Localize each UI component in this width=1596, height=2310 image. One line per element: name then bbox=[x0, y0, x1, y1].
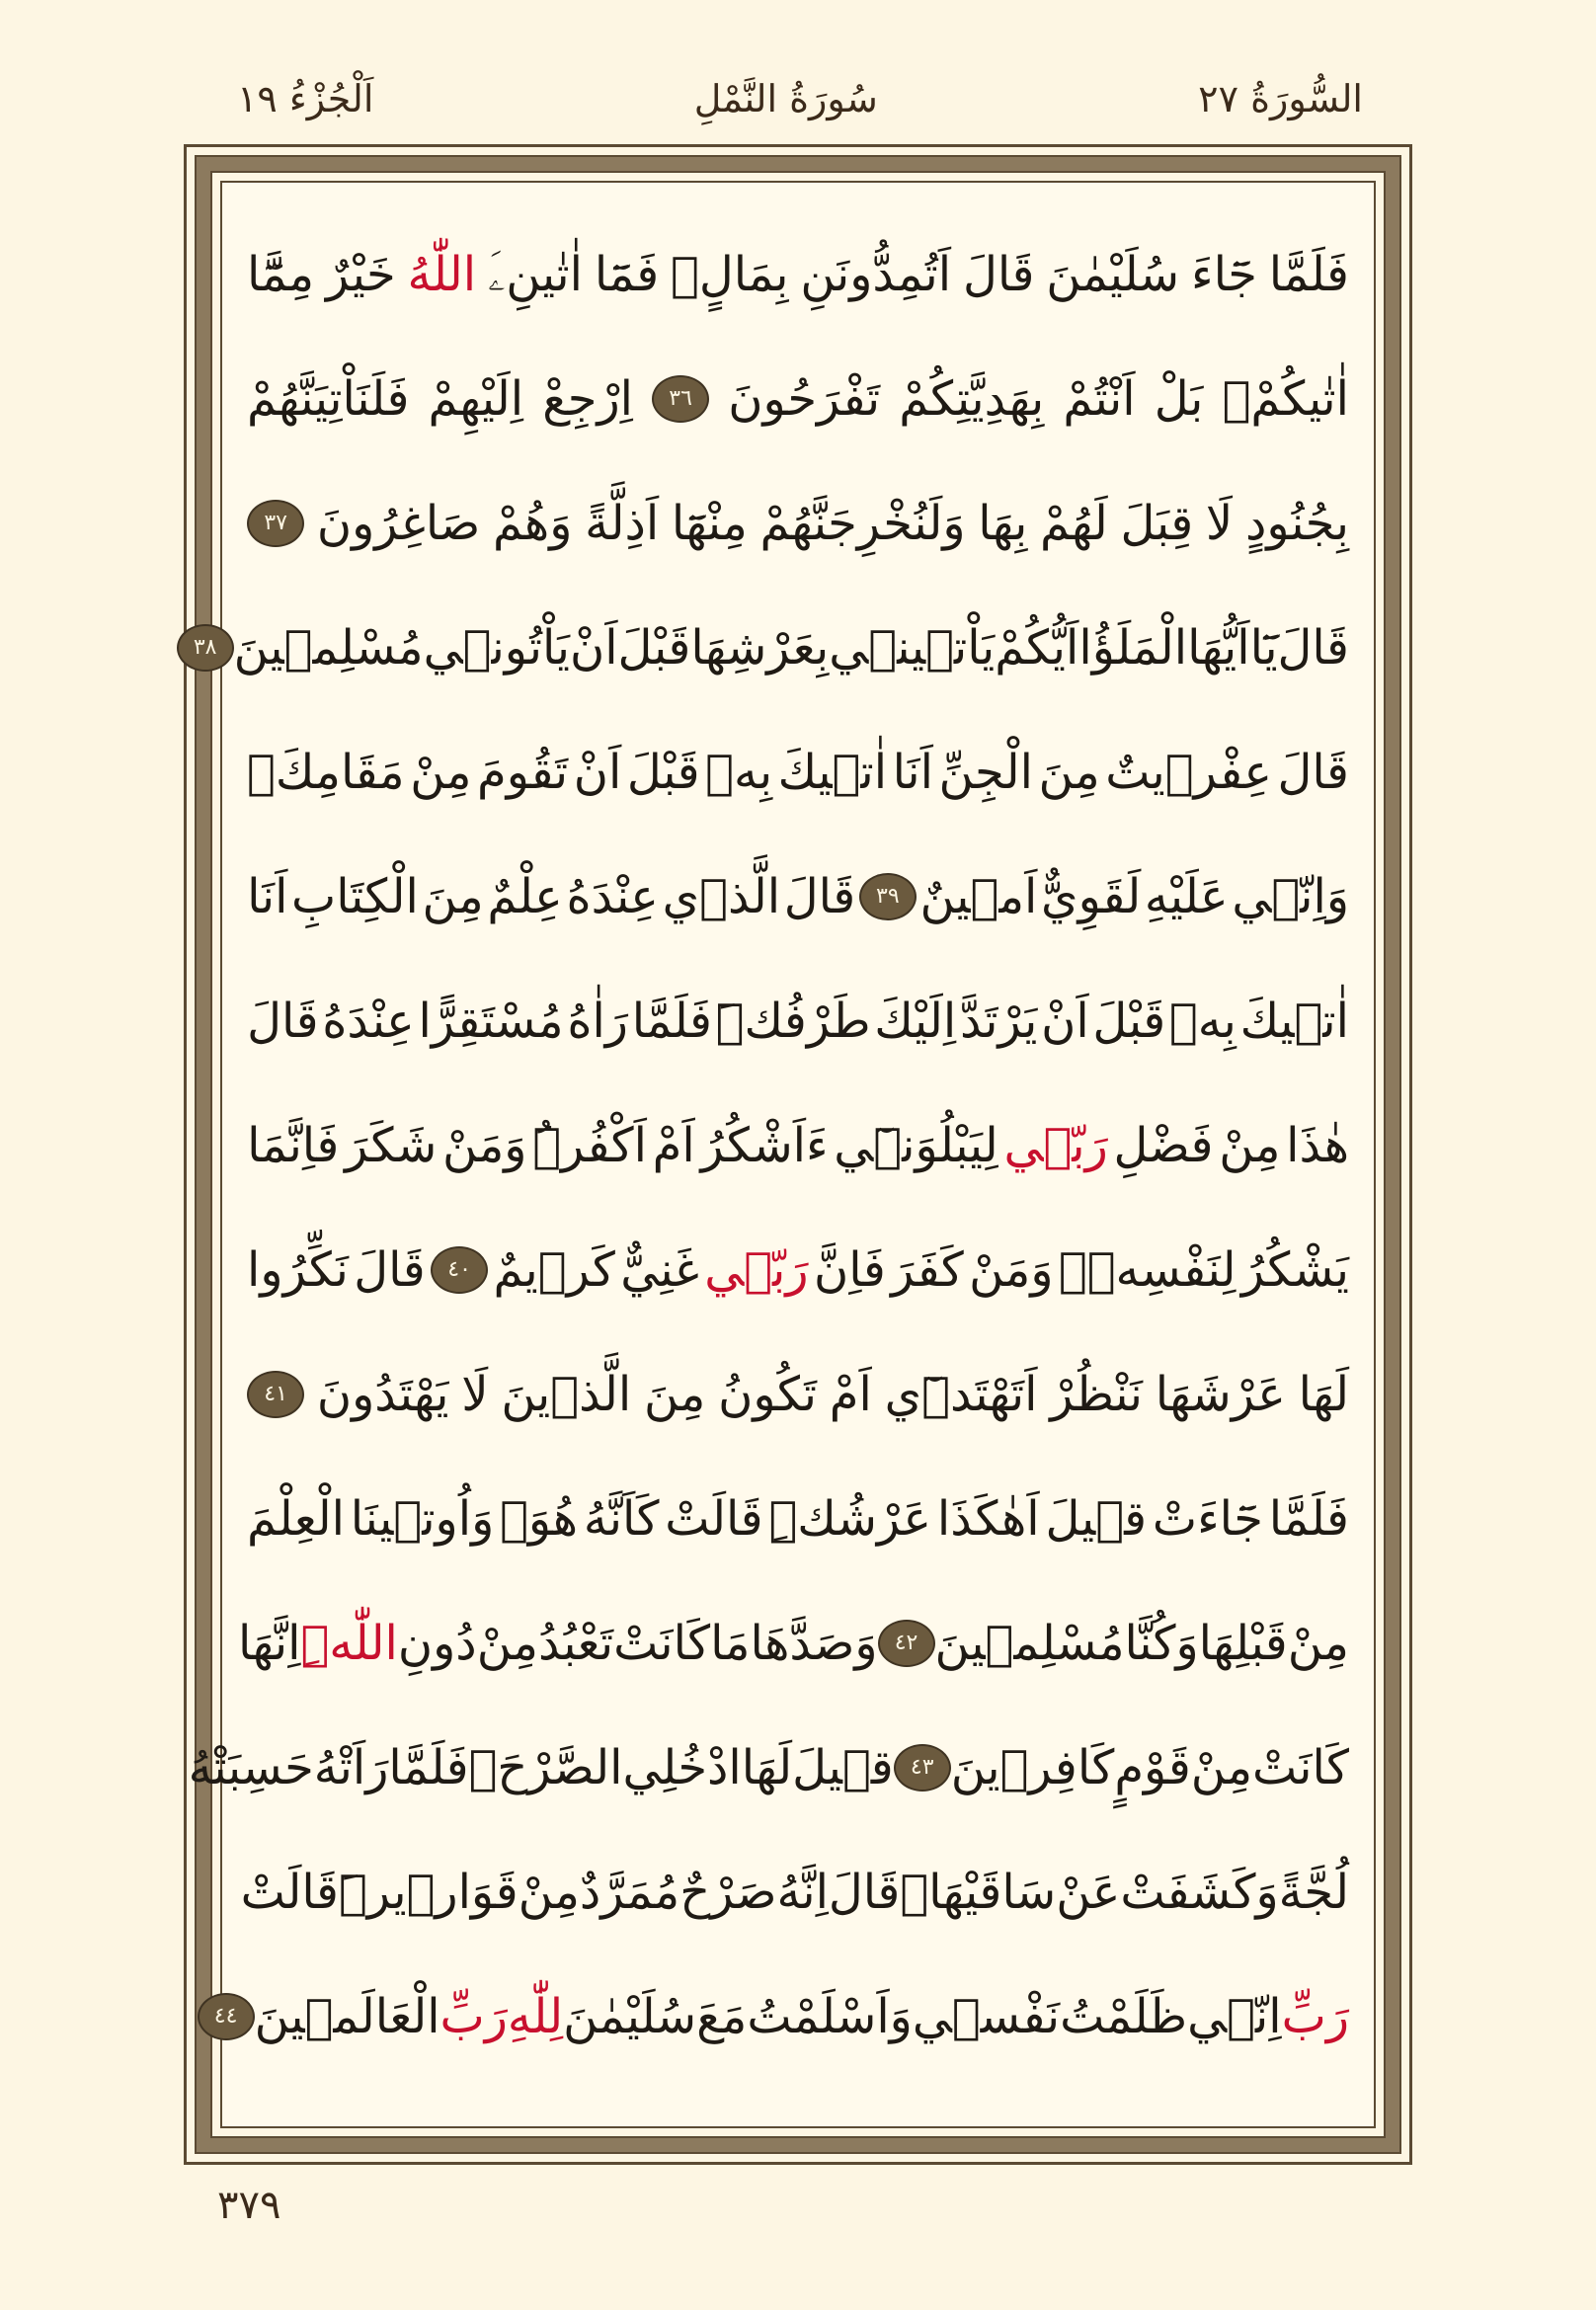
word: اَمٖينٌ bbox=[919, 869, 1038, 924]
word: مُسْتَقِرًّا bbox=[418, 994, 564, 1049]
word: صَاغِرُونَ bbox=[316, 496, 481, 551]
page-header bbox=[237, 69, 1363, 128]
word: بِهٖ bbox=[1168, 994, 1237, 1049]
ayah-number-marker: ٤٣ bbox=[894, 1744, 951, 1792]
word: بِهَدِيَّتِكُمْ bbox=[899, 371, 1045, 427]
word: مِنْ bbox=[410, 745, 472, 800]
word: وَلَنُخْرِجَنَّهُمْ bbox=[759, 496, 966, 551]
text-line bbox=[193, 586, 1349, 710]
word: قَبْلَ bbox=[626, 745, 700, 800]
word: مُسْلِمٖينَ bbox=[233, 620, 424, 676]
word: قَوْمٍ bbox=[1114, 1740, 1191, 1795]
word: وَمَنْ bbox=[969, 1242, 1054, 1298]
word: يَاْتٖينٖي bbox=[829, 620, 996, 676]
word: مُسْلِمٖينَ bbox=[934, 1616, 1125, 1671]
word: اٰتٖيكَ bbox=[1239, 994, 1349, 1049]
word: قَبْلَ bbox=[1092, 994, 1166, 1049]
word: اَمْ bbox=[652, 1118, 695, 1173]
word: غَنِيٌّ bbox=[620, 1242, 699, 1298]
word: اِنَّهَا bbox=[238, 1616, 301, 1671]
word: كَانَتْ bbox=[1252, 1740, 1349, 1795]
word: اَنَا bbox=[247, 869, 288, 924]
word: بِهٖ bbox=[705, 745, 773, 800]
word: قَالَ bbox=[1277, 620, 1349, 676]
word: عِلْمٌ bbox=[487, 869, 563, 924]
word: اِلَيْهِمْ bbox=[428, 371, 524, 427]
text-line bbox=[247, 461, 1349, 586]
word: فَضْلِ bbox=[1113, 1118, 1214, 1173]
text-line bbox=[247, 212, 1349, 337]
word: قَالَ bbox=[828, 1865, 901, 1920]
text-line bbox=[247, 1083, 1349, 1208]
word: قَالَ bbox=[783, 869, 856, 924]
word: مِنْ bbox=[476, 1616, 538, 1671]
text-line bbox=[247, 1457, 1349, 1581]
word: جَٓاءَتْ bbox=[1152, 1491, 1263, 1547]
ayah-number-marker: ٤٢ bbox=[878, 1620, 935, 1667]
word: نَكِّرُوا bbox=[247, 1242, 349, 1298]
word: سَاقَيْهَاۜ bbox=[900, 1865, 1057, 1920]
word: مِنْ bbox=[1287, 1616, 1349, 1671]
word: مَا bbox=[710, 1616, 751, 1671]
word: لَقَوِيٌّ bbox=[1041, 869, 1142, 924]
ayah-number-marker: ٣٦ bbox=[652, 375, 709, 423]
ayah-number-marker: ٣٧ bbox=[247, 500, 304, 547]
word: فَلَمَّا bbox=[1268, 247, 1349, 302]
text-line bbox=[247, 835, 1349, 959]
word: قٖيلَ bbox=[792, 1740, 894, 1795]
word: يَٓا bbox=[1249, 620, 1278, 676]
word: اِنَّهُ bbox=[776, 1865, 829, 1920]
word: يَرْتَدَّ bbox=[959, 994, 1038, 1049]
word: بَلْ bbox=[1154, 371, 1204, 427]
word: الصَّرْحَۚ bbox=[468, 1740, 623, 1795]
divine-name-word: اللّٰهُ bbox=[407, 247, 477, 302]
word: كَاَنَّهُ bbox=[583, 1491, 660, 1547]
word: فَلَمَّا bbox=[388, 1740, 469, 1795]
word: اَنْ bbox=[1041, 994, 1089, 1049]
word: اَنْ bbox=[569, 620, 618, 676]
word: بِعَرْشِهَا bbox=[690, 620, 830, 676]
word: عِفْرٖيتٌ bbox=[1105, 745, 1272, 800]
word: كَرٖيمٌ bbox=[493, 1242, 615, 1298]
word: يَهْتَدُونَ bbox=[316, 1367, 449, 1422]
word: اَمْ bbox=[829, 1367, 872, 1422]
surah-name: سُورَةُ النَّمْلِ bbox=[693, 77, 878, 120]
word: اِنّٖي bbox=[1187, 1989, 1282, 2044]
word: عَنْ bbox=[1056, 1865, 1121, 1920]
word: مِنَ bbox=[1038, 745, 1100, 800]
word: بِجُنُودٍ bbox=[1245, 496, 1349, 551]
word: مِنْ bbox=[518, 1865, 580, 1920]
word: مِنَ bbox=[644, 1367, 706, 1422]
word: وَكُنَّا bbox=[1124, 1616, 1199, 1671]
text-line bbox=[247, 1332, 1349, 1457]
word: بِمَالٍۘ bbox=[671, 247, 789, 302]
divine-name-word: لِلّٰهِ bbox=[507, 1989, 564, 2044]
ayah-number-marker: ٤٠ bbox=[431, 1246, 488, 1294]
word: خَيْرٌ bbox=[326, 247, 396, 302]
word: وَمَنْ bbox=[442, 1118, 527, 1173]
word: قِبَلَ bbox=[1120, 496, 1194, 551]
word: يَشْكُرُ bbox=[1240, 1242, 1349, 1298]
word: اٰتٖيكَ bbox=[777, 745, 888, 800]
word: مِنْ bbox=[1190, 1740, 1253, 1795]
word: تَكُونُ bbox=[718, 1367, 817, 1422]
word: فَمَٓا bbox=[594, 247, 660, 302]
word: قٖيلَ bbox=[1045, 1491, 1148, 1547]
text-line bbox=[247, 337, 1349, 461]
word: الْكِتَابِ bbox=[291, 869, 419, 924]
word: لَهُمْ bbox=[1040, 496, 1108, 551]
word: تَفْرَحُونَ bbox=[728, 371, 881, 427]
word: عِنْدَهُ bbox=[322, 994, 415, 1049]
word: لَا bbox=[461, 1367, 489, 1422]
ayah-number-marker: ٤٤ bbox=[198, 1993, 255, 2040]
word: اَتُمِدُّونَنِ bbox=[800, 247, 952, 302]
word: نَفْسٖي bbox=[912, 1989, 1061, 2044]
word: الْجِنِّ bbox=[938, 745, 1033, 800]
divine-name-word: رَبِّ bbox=[1281, 1989, 1349, 2044]
word: وَاُوتٖينَا bbox=[350, 1491, 495, 1547]
text-line bbox=[247, 710, 1349, 835]
word: كَافِرٖينَ bbox=[950, 1740, 1115, 1795]
word: مِمَّٓا bbox=[247, 247, 315, 302]
word: اَنْ bbox=[573, 745, 622, 800]
word: كَانَتْ bbox=[613, 1616, 711, 1671]
word: فَلَمَّا bbox=[631, 994, 712, 1049]
word: دُونِ bbox=[397, 1616, 477, 1671]
word: اَنْتُمْ bbox=[1063, 371, 1136, 427]
word: قَالَ bbox=[1277, 745, 1349, 800]
word: اِلَيْكَ bbox=[874, 994, 957, 1049]
word: فَلَمَّا bbox=[1268, 1491, 1349, 1547]
word: سُلَيْمٰنَ bbox=[1046, 247, 1180, 302]
word: قَبْلِهَا bbox=[1198, 1616, 1288, 1671]
word: رَاَتْهُ bbox=[313, 1740, 389, 1795]
ayah-number-marker: ٣٩ bbox=[859, 873, 917, 920]
surah-number: السُّورَةُ ٢٧ bbox=[1198, 77, 1363, 120]
word: مَعَ bbox=[696, 1989, 748, 2044]
text-line bbox=[213, 1954, 1349, 2079]
word: جَٓاءَ bbox=[1191, 247, 1257, 302]
word: عَرْشُكِۜ bbox=[768, 1491, 932, 1547]
divine-name-word: رَبّٖي bbox=[704, 1242, 809, 1298]
ayah-number-marker: ٣٨ bbox=[177, 624, 234, 672]
page-number: ٣٧٩ bbox=[217, 2183, 281, 2228]
word: قَالَ bbox=[962, 247, 1035, 302]
word: سُلَيْمٰنَ bbox=[563, 1989, 697, 2044]
word: مِنْهَٓا bbox=[671, 496, 748, 551]
word: ادْخُلِي bbox=[622, 1740, 742, 1795]
divine-name-word: اللّٰهِۜ bbox=[300, 1616, 398, 1671]
word: مَقَامِكَۚ bbox=[247, 745, 405, 800]
word: كَفَرَ bbox=[891, 1242, 964, 1298]
word: عَلَيْهِ bbox=[1144, 869, 1229, 924]
word: لِنَفْسِهٖۚ bbox=[1058, 1242, 1237, 1298]
word: قَالَ bbox=[354, 1242, 426, 1298]
word: قَالَتْ bbox=[665, 1491, 763, 1547]
word: اٰتٰينِۦَ bbox=[488, 247, 583, 302]
word: هٰذَا bbox=[1286, 1118, 1349, 1173]
word: يَاْتُونٖي bbox=[423, 620, 570, 676]
word: ظَلَمْتُ bbox=[1060, 1989, 1188, 2044]
word: اَنَا bbox=[892, 745, 933, 800]
text-line bbox=[240, 1830, 1349, 1954]
word: عِنْدَهُ bbox=[566, 869, 659, 924]
word: اِرْجِعْ bbox=[542, 371, 633, 427]
text-line bbox=[247, 959, 1349, 1083]
word: قَوَارٖيرَۜ bbox=[338, 1865, 519, 1920]
ayah-number-marker: ٤١ bbox=[247, 1371, 304, 1418]
word: صَرْحٌ bbox=[679, 1865, 777, 1920]
word: مِنَ bbox=[422, 869, 484, 924]
word: وَاَسْلَمْتُ bbox=[747, 1989, 913, 2044]
word: اَيُّهَا bbox=[1187, 620, 1250, 676]
word: فَاِنَّ bbox=[813, 1242, 886, 1298]
word: بِهَا bbox=[978, 496, 1028, 551]
word: نَنْظُرْ bbox=[1050, 1367, 1143, 1422]
word: وَهُمْ bbox=[492, 496, 573, 551]
word: الْعِلْمَ bbox=[247, 1491, 345, 1547]
word: فَاِنَّمَا bbox=[247, 1118, 340, 1173]
word: اَيُّكُمْ bbox=[995, 620, 1079, 676]
word: لَهَا bbox=[741, 1740, 793, 1795]
juz-number: اَلْجُزْءُ ١٩ bbox=[237, 77, 374, 120]
word: رَاٰهُ bbox=[567, 994, 628, 1049]
word: مُمَرَّدٌ bbox=[579, 1865, 680, 1920]
word: اَذِلَّةً bbox=[585, 496, 660, 551]
word: قَبْلَ bbox=[617, 620, 691, 676]
word: وَكَشَفَتْ bbox=[1120, 1865, 1279, 1920]
word: الْعَالَمٖينَ bbox=[254, 1989, 440, 2044]
word: قَالَ bbox=[247, 994, 319, 1049]
word: اٰتٰيكُمْۚ bbox=[1222, 371, 1349, 427]
word: قَالَتْ bbox=[240, 1865, 339, 1920]
word: وَاِنّٖي bbox=[1232, 869, 1349, 924]
word: فَلَنَاْتِيَنَّهُمْ bbox=[247, 371, 410, 427]
word: عَرْشَهَا bbox=[1155, 1367, 1286, 1422]
word: شَكَرَ bbox=[345, 1118, 438, 1173]
word: لُجَّةً bbox=[1278, 1865, 1349, 1920]
divine-name-word: رَبِّ bbox=[439, 1989, 508, 2044]
word: حَسِبَتْهُ bbox=[188, 1740, 314, 1795]
text-line bbox=[247, 1208, 1349, 1332]
word: الَّذٖي bbox=[662, 869, 781, 924]
word: طَرْفُكَۜ bbox=[715, 994, 871, 1049]
word: اَهٰكَذَا bbox=[936, 1491, 1040, 1547]
word: مِنْ bbox=[1219, 1118, 1281, 1173]
word: تَعْبُدُ bbox=[537, 1616, 614, 1671]
word: اَكْفُرُۜ bbox=[532, 1118, 647, 1173]
text-line bbox=[188, 1706, 1349, 1830]
word: تَقُومَ bbox=[476, 745, 569, 800]
word: اَتَهْتَدٖٓي bbox=[884, 1367, 1038, 1422]
divine-name-word: رَبّٖي bbox=[1003, 1118, 1108, 1173]
text-line bbox=[238, 1581, 1349, 1706]
word: وَصَدَّهَا bbox=[750, 1616, 878, 1671]
word: ءَاَشْكُرُ bbox=[700, 1118, 829, 1173]
word: الْمَلَؤُا bbox=[1078, 620, 1188, 676]
word: لَا bbox=[1205, 496, 1234, 551]
word: الَّذٖينَ bbox=[501, 1367, 632, 1422]
quran-text bbox=[188, 212, 1349, 2089]
word: هُوَۚ bbox=[500, 1491, 579, 1547]
word: لَهَا bbox=[1298, 1367, 1349, 1422]
word: لِيَبْلُوَنٖٓي bbox=[834, 1118, 998, 1173]
